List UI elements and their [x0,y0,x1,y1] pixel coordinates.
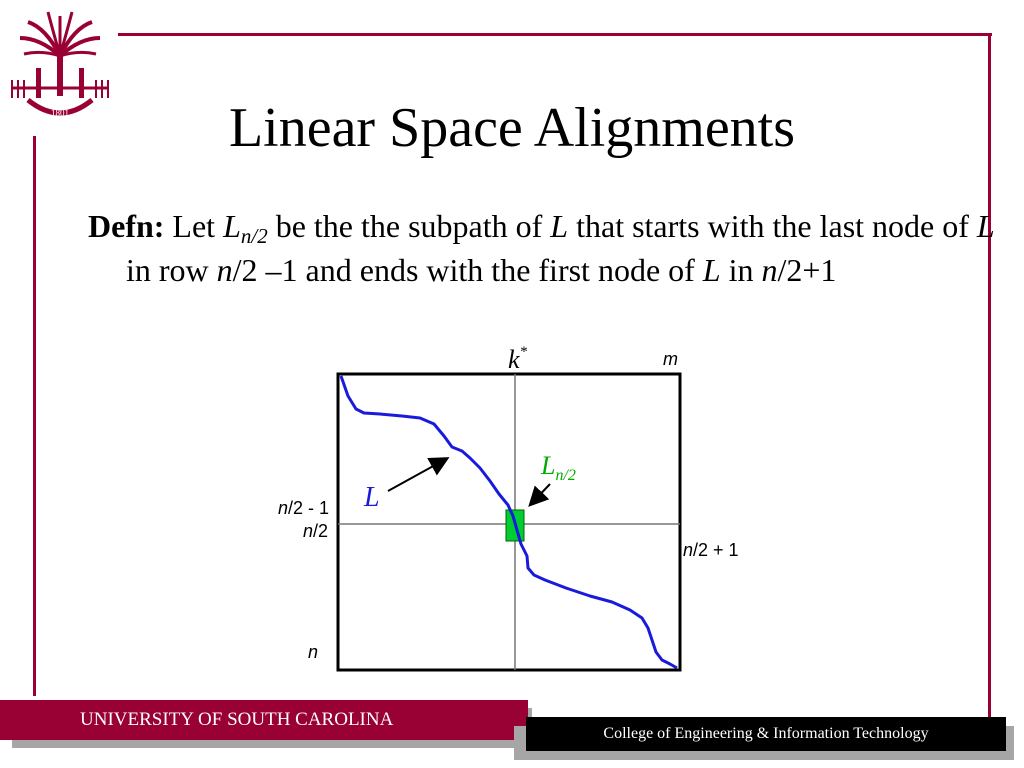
defn-text: be the the subpath of [267,208,551,244]
arrow-to-path-L [388,459,446,491]
ln2-sub: n/2 [555,467,576,484]
m-label: m [663,349,678,369]
defn-var-L: L [223,208,241,244]
arrow-to-ln2 [531,484,550,504]
defn-text: in [720,252,762,288]
slide-title: Linear Space Alignments [228,97,796,159]
defn-text: Let [164,208,224,244]
ln2-L: L [541,451,556,480]
defn-var-n: n [761,252,778,288]
defn-label: Defn: [88,208,165,244]
footer-university-banner: UNIVERSITY OF SOUTH CAROLINA [0,700,528,740]
defn-text: /2+1 [777,252,837,288]
row-label-rest: /2 - 1 [288,498,330,518]
row-label-n: n [683,540,694,560]
row-half-minus-1-label [278,498,329,518]
defn-subscript: n/2 [240,224,268,248]
row-half-plus-1-label [683,540,739,560]
path-L-label: L [364,482,380,513]
defn-var-L: L [976,208,995,244]
row-label-n: n [278,498,289,518]
defn-text: /2 –1 and ends with the first node of [232,252,703,288]
row-n-label: n [308,642,319,662]
defn-var-n: n [216,252,233,288]
row-label-rest: /2 [313,521,329,541]
kstar-label [508,344,528,374]
defn-text: in row [126,252,217,288]
defn-var-L: L [550,208,569,244]
row-label-n: n [303,521,314,541]
kstar-k: k [508,345,520,374]
row-half-label [303,521,328,541]
kstar-sup: * [519,344,528,360]
logo-year: 1801 [51,108,69,118]
defn-var-L: L [702,252,721,288]
ln2-label [540,451,576,484]
footer-college-banner: College of Engineering & Information Technology [526,717,1006,751]
defn-text: that starts with the last node of [568,208,977,244]
row-label-rest: /2 + 1 [693,540,739,560]
